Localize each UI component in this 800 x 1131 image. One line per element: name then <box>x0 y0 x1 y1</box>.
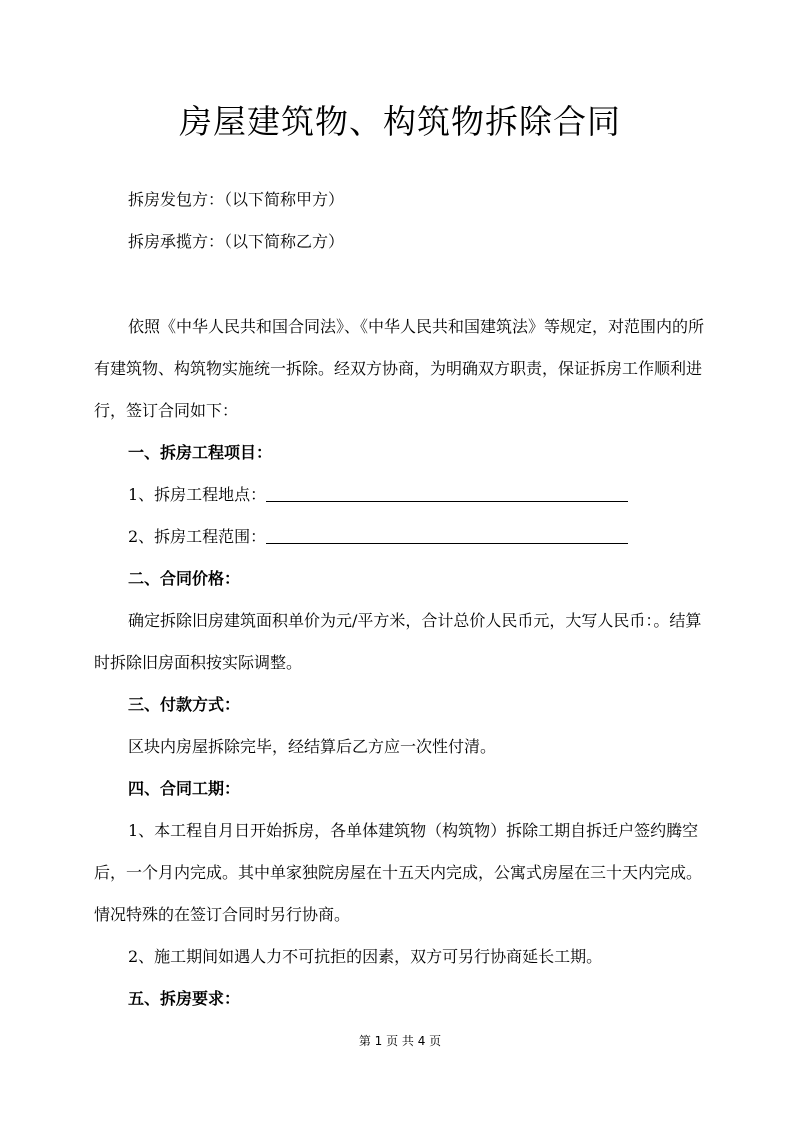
project-scope-blank <box>266 542 628 544</box>
page-number-footer: 第 1 页 共 4 页 <box>358 1034 442 1048</box>
section-4-heading: 四、合同工期： <box>128 779 241 798</box>
intro-paragraph-line-1: 依照《中华人民共和国合同法》、《中华人民共和国建筑法》等规定，对范围内的所 <box>128 317 705 336</box>
project-location-label: 1、拆房工程地点： <box>128 485 267 504</box>
section-3-line-1: 区块内房屋拆除完毕，经结算后乙方应一次性付清。 <box>128 737 497 756</box>
section-4-item-1-line-1: 1、本工程自月日开始拆房，各单体建筑物（构筑物）拆除工期自拆迁户签约腾空 <box>128 821 699 840</box>
section-4-item-1-line-3: 情况特殊的在签订合同时另行协商。 <box>94 905 351 924</box>
party-b-line: 拆房承揽方：（以下简称乙方） <box>128 232 345 251</box>
section-1-item-1 <box>128 485 748 505</box>
section-5-heading: 五、拆房要求： <box>128 989 241 1008</box>
section-2-line-2: 时拆除旧房面积按实际调整。 <box>94 653 303 672</box>
party-a-line: 拆房发包方：（以下简称甲方） <box>128 190 345 209</box>
section-4-item-1-line-2: 后，一个月内完成。其中单家独院房屋在十五天内完成，公寓式房屋在三十天内完成。 <box>94 863 703 882</box>
section-4-item-2: 2、施工期间如遇人力不可抗拒的因素，双方可另行协商延长工期。 <box>128 947 603 966</box>
section-2-heading: 二、合同价格： <box>128 569 241 588</box>
section-1-item-2 <box>128 527 748 547</box>
intro-paragraph-line-2: 有建筑物、构筑物实施统一拆除。经双方协商，为明确双方职责，保证拆房工作顺利进 <box>94 359 703 378</box>
section-2-line-1: 确定拆除旧房建筑面积单价为元/平方米，合计总价人民币元，大写人民币：。结算 <box>128 611 702 630</box>
section-3-heading: 三、付款方式： <box>128 695 241 714</box>
intro-paragraph-line-3: 行，签订合同如下： <box>94 401 239 420</box>
project-scope-label: 2、拆房工程范围： <box>128 527 267 546</box>
document-title: 房屋建筑物、构筑物拆除合同 <box>179 102 621 141</box>
section-1-heading: 一、拆房工程项目： <box>128 443 273 462</box>
project-location-blank <box>266 500 628 502</box>
